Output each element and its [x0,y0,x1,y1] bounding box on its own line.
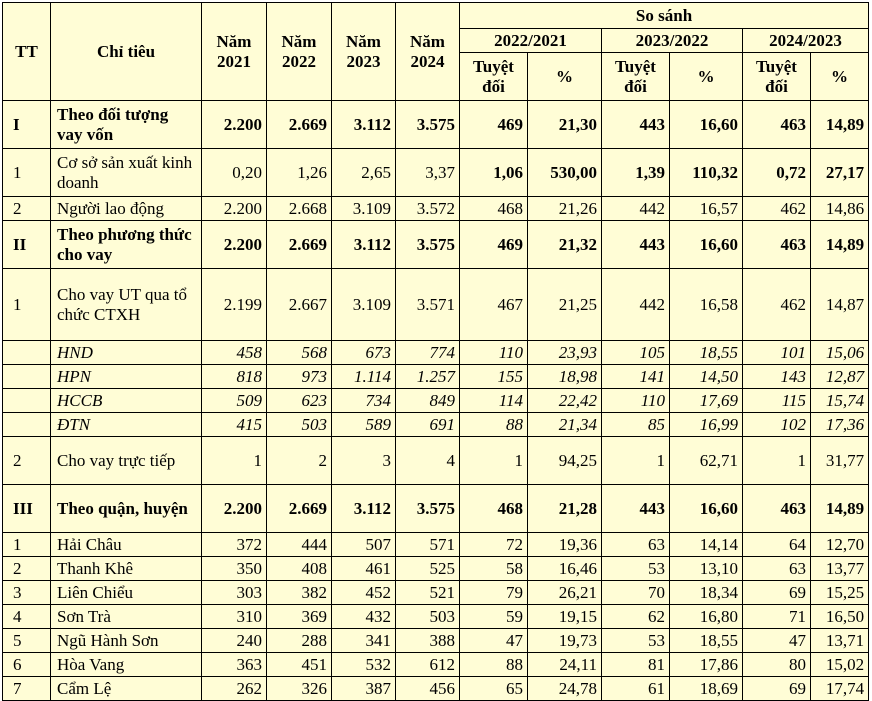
cell-val-2023: 3.109 [332,269,396,341]
table-row [3,629,869,653]
cell-val-2021: 240 [202,629,267,653]
cell-pct-2022-2021: 21,28 [528,485,602,533]
table-row [3,485,869,533]
cell-val-2021: 0,20 [202,149,267,197]
header-pct-1: % [528,53,602,101]
row-name: HCCB [51,389,202,413]
cell-val-2024: 571 [396,533,460,557]
cell-pct-2024-2023: 15,74 [811,389,869,413]
cell-abs-2022-2021: 468 [460,197,528,221]
cell-val-2021: 1 [202,437,267,485]
cell-val-2021: 350 [202,557,267,581]
cell-pct-2024-2023: 17,74 [811,677,869,701]
cell-val-2023: 532 [332,653,396,677]
cell-pct-2024-2023: 13,71 [811,629,869,653]
row-name: Hòa Vang [51,653,202,677]
cell-val-2022: 623 [267,389,332,413]
table-row [3,437,869,485]
cell-val-2023: 432 [332,605,396,629]
cell-val-2022: 2.669 [267,101,332,149]
row-tt: 4 [3,605,51,629]
cell-abs-2024-2023: 463 [743,485,811,533]
cell-pct-2023-2022: 14,50 [670,365,743,389]
row-tt: 2 [3,557,51,581]
cell-pct-2022-2021: 21,25 [528,269,602,341]
cell-abs-2024-2023: 69 [743,677,811,701]
row-tt: 1 [3,269,51,341]
row-name: Cơ sở sản xuất kinh doanh [51,149,202,197]
header-chi-tieu: Chỉ tiêu [51,3,202,101]
cell-pct-2023-2022: 16,57 [670,197,743,221]
cell-val-2022: 451 [267,653,332,677]
row-tt: 1 [3,533,51,557]
row-name: Cẩm Lệ [51,677,202,701]
cell-pct-2022-2021: 21,30 [528,101,602,149]
cell-val-2023: 387 [332,677,396,701]
cell-val-2024: 456 [396,677,460,701]
cell-abs-2023-2022: 53 [602,557,670,581]
cell-val-2021: 262 [202,677,267,701]
cell-pct-2023-2022: 16,60 [670,221,743,269]
cell-pct-2022-2021: 21,34 [528,413,602,437]
cell-abs-2023-2022: 63 [602,533,670,557]
cell-abs-2022-2021: 114 [460,389,528,413]
row-tt [3,413,51,437]
table-row [3,269,869,341]
cell-val-2021: 2.200 [202,197,267,221]
cell-val-2023: 3 [332,437,396,485]
cell-pct-2024-2023: 14,89 [811,485,869,533]
row-name: Liên Chiểu [51,581,202,605]
cell-val-2022: 568 [267,341,332,365]
cell-val-2024: 3.575 [396,221,460,269]
cell-abs-2023-2022: 442 [602,197,670,221]
cell-pct-2024-2023: 16,50 [811,605,869,629]
header-pct-3: % [811,53,869,101]
row-name: Cho vay UT qua tổ chức CTXH [51,269,202,341]
cell-pct-2022-2021: 21,32 [528,221,602,269]
cell-val-2024: 1.257 [396,365,460,389]
cell-pct-2023-2022: 17,86 [670,653,743,677]
cell-abs-2023-2022: 443 [602,485,670,533]
cell-val-2023: 3.112 [332,221,396,269]
cell-abs-2023-2022: 1 [602,437,670,485]
row-name: Theo quận, huyện [51,485,202,533]
cell-pct-2023-2022: 18,55 [670,341,743,365]
table-body [3,101,869,701]
header-year-2024: Năm 2024 [396,3,460,101]
cell-pct-2023-2022: 17,69 [670,389,743,413]
row-tt: 1 [3,149,51,197]
header-period-2024-2023: 2024/2023 [743,29,869,53]
table-row [3,389,869,413]
cell-pct-2023-2022: 18,55 [670,629,743,653]
cell-val-2024: 3.572 [396,197,460,221]
cell-abs-2022-2021: 468 [460,485,528,533]
cell-val-2023: 507 [332,533,396,557]
cell-val-2024: 3.571 [396,269,460,341]
header-year-2021: Năm 2021 [202,3,267,101]
cell-pct-2024-2023: 12,70 [811,533,869,557]
table-row [3,149,869,197]
row-tt [3,365,51,389]
cell-val-2022: 369 [267,605,332,629]
cell-pct-2024-2023: 15,02 [811,653,869,677]
row-tt: II [3,221,51,269]
cell-abs-2022-2021: 469 [460,101,528,149]
cell-pct-2024-2023: 14,89 [811,101,869,149]
row-name: Sơn Trà [51,605,202,629]
cell-pct-2022-2021: 21,26 [528,197,602,221]
cell-val-2021: 363 [202,653,267,677]
cell-abs-2022-2021: 65 [460,677,528,701]
row-tt: 5 [3,629,51,653]
cell-val-2024: 388 [396,629,460,653]
cell-abs-2022-2021: 1 [460,437,528,485]
cell-pct-2024-2023: 12,87 [811,365,869,389]
cell-val-2023: 2,65 [332,149,396,197]
row-name: ĐTN [51,413,202,437]
cell-pct-2024-2023: 15,06 [811,341,869,365]
header-so-sanh: So sánh [460,3,869,29]
row-tt: 2 [3,197,51,221]
cell-val-2021: 415 [202,413,267,437]
cell-pct-2024-2023: 14,87 [811,269,869,341]
cell-val-2021: 2.200 [202,221,267,269]
cell-abs-2023-2022: 443 [602,221,670,269]
table-row [3,101,869,149]
cell-pct-2022-2021: 94,25 [528,437,602,485]
cell-val-2023: 3.112 [332,485,396,533]
cell-abs-2022-2021: 47 [460,629,528,653]
cell-val-2021: 303 [202,581,267,605]
cell-abs-2024-2023: 462 [743,197,811,221]
header-pct-2: % [670,53,743,101]
header-period-2023-2022: 2023/2022 [602,29,743,53]
cell-abs-2023-2022: 105 [602,341,670,365]
table-row [3,341,869,365]
cell-val-2022: 973 [267,365,332,389]
header-abs-1: Tuyệt đối [460,53,528,101]
table-row [3,221,869,269]
row-name: Người lao động [51,197,202,221]
row-name: Thanh Khê [51,557,202,581]
cell-abs-2023-2022: 62 [602,605,670,629]
cell-val-2021: 310 [202,605,267,629]
cell-abs-2024-2023: 1 [743,437,811,485]
cell-abs-2022-2021: 1,06 [460,149,528,197]
cell-pct-2024-2023: 14,86 [811,197,869,221]
cell-val-2022: 503 [267,413,332,437]
cell-pct-2023-2022: 13,10 [670,557,743,581]
cell-abs-2024-2023: 102 [743,413,811,437]
row-name: Theo đối tượng vay vốn [51,101,202,149]
cell-val-2022: 382 [267,581,332,605]
cell-val-2021: 458 [202,341,267,365]
row-tt [3,389,51,413]
cell-pct-2022-2021: 26,21 [528,581,602,605]
table-row [3,197,869,221]
cell-abs-2022-2021: 79 [460,581,528,605]
header-abs-2: Tuyệt đối [602,53,670,101]
cell-val-2023: 673 [332,341,396,365]
table-row [3,533,869,557]
cell-val-2023: 461 [332,557,396,581]
cell-val-2023: 341 [332,629,396,653]
cell-abs-2024-2023: 64 [743,533,811,557]
cell-pct-2022-2021: 19,36 [528,533,602,557]
cell-pct-2023-2022: 16,58 [670,269,743,341]
cell-pct-2022-2021: 18,98 [528,365,602,389]
cell-pct-2022-2021: 19,73 [528,629,602,653]
cell-val-2021: 509 [202,389,267,413]
cell-abs-2023-2022: 1,39 [602,149,670,197]
cell-val-2024: 774 [396,341,460,365]
cell-val-2023: 734 [332,389,396,413]
cell-val-2022: 2.669 [267,221,332,269]
cell-abs-2024-2023: 462 [743,269,811,341]
cell-pct-2023-2022: 18,69 [670,677,743,701]
cell-abs-2024-2023: 47 [743,629,811,653]
cell-val-2021: 2.200 [202,101,267,149]
cell-abs-2022-2021: 59 [460,605,528,629]
row-tt: 2 [3,437,51,485]
cell-val-2022: 2.668 [267,197,332,221]
cell-val-2024: 691 [396,413,460,437]
cell-val-2022: 1,26 [267,149,332,197]
cell-val-2024: 3.575 [396,485,460,533]
cell-pct-2024-2023: 31,77 [811,437,869,485]
cell-abs-2024-2023: 463 [743,221,811,269]
cell-val-2024: 612 [396,653,460,677]
cell-abs-2024-2023: 463 [743,101,811,149]
cell-abs-2023-2022: 85 [602,413,670,437]
cell-abs-2024-2023: 115 [743,389,811,413]
cell-pct-2022-2021: 16,46 [528,557,602,581]
row-tt [3,341,51,365]
cell-abs-2024-2023: 101 [743,341,811,365]
row-name: Hải Châu [51,533,202,557]
cell-pct-2022-2021: 530,00 [528,149,602,197]
cell-val-2023: 3.109 [332,197,396,221]
cell-val-2023: 452 [332,581,396,605]
header-year-2023: Năm 2023 [332,3,396,101]
row-name: Cho vay trực tiếp [51,437,202,485]
header-year-2022: Năm 2022 [267,3,332,101]
cell-pct-2023-2022: 16,99 [670,413,743,437]
table-row [3,581,869,605]
cell-val-2024: 3,37 [396,149,460,197]
cell-abs-2024-2023: 63 [743,557,811,581]
cell-abs-2022-2021: 469 [460,221,528,269]
cell-abs-2022-2021: 467 [460,269,528,341]
cell-val-2021: 2.200 [202,485,267,533]
cell-val-2023: 3.112 [332,101,396,149]
cell-abs-2024-2023: 69 [743,581,811,605]
cell-val-2021: 2.199 [202,269,267,341]
cell-pct-2023-2022: 18,34 [670,581,743,605]
row-tt: 7 [3,677,51,701]
cell-val-2023: 589 [332,413,396,437]
cell-abs-2023-2022: 61 [602,677,670,701]
row-name: Theo phương thức cho vay [51,221,202,269]
cell-val-2022: 326 [267,677,332,701]
cell-val-2024: 521 [396,581,460,605]
cell-abs-2024-2023: 0,72 [743,149,811,197]
cell-pct-2022-2021: 24,78 [528,677,602,701]
cell-abs-2024-2023: 71 [743,605,811,629]
row-name: Ngũ Hành Sơn [51,629,202,653]
table-row [3,653,869,677]
cell-val-2024: 849 [396,389,460,413]
cell-pct-2022-2021: 24,11 [528,653,602,677]
cell-pct-2024-2023: 15,25 [811,581,869,605]
cell-abs-2022-2021: 72 [460,533,528,557]
cell-val-2022: 408 [267,557,332,581]
cell-pct-2023-2022: 16,60 [670,485,743,533]
table-row [3,365,869,389]
cell-abs-2024-2023: 143 [743,365,811,389]
table-row [3,557,869,581]
cell-pct-2024-2023: 27,17 [811,149,869,197]
cell-val-2022: 288 [267,629,332,653]
cell-abs-2022-2021: 88 [460,413,528,437]
table-row [3,413,869,437]
table-row [3,605,869,629]
cell-val-2023: 1.114 [332,365,396,389]
cell-abs-2024-2023: 80 [743,653,811,677]
cell-pct-2023-2022: 16,60 [670,101,743,149]
loan-statistics-table [2,2,869,701]
cell-pct-2023-2022: 110,32 [670,149,743,197]
cell-val-2022: 2.667 [267,269,332,341]
cell-val-2024: 503 [396,605,460,629]
cell-val-2022: 2 [267,437,332,485]
cell-abs-2023-2022: 442 [602,269,670,341]
row-tt: 3 [3,581,51,605]
cell-pct-2022-2021: 19,15 [528,605,602,629]
cell-pct-2023-2022: 62,71 [670,437,743,485]
cell-val-2021: 372 [202,533,267,557]
cell-abs-2022-2021: 155 [460,365,528,389]
cell-abs-2023-2022: 70 [602,581,670,605]
cell-pct-2022-2021: 22,42 [528,389,602,413]
cell-abs-2023-2022: 443 [602,101,670,149]
cell-abs-2023-2022: 53 [602,629,670,653]
row-tt: I [3,101,51,149]
cell-pct-2024-2023: 17,36 [811,413,869,437]
cell-pct-2022-2021: 23,93 [528,341,602,365]
cell-abs-2023-2022: 110 [602,389,670,413]
cell-pct-2024-2023: 14,89 [811,221,869,269]
row-tt: III [3,485,51,533]
cell-abs-2023-2022: 141 [602,365,670,389]
cell-val-2022: 2.669 [267,485,332,533]
header-tt: TT [3,3,51,101]
cell-pct-2024-2023: 13,77 [811,557,869,581]
cell-pct-2023-2022: 16,80 [670,605,743,629]
cell-val-2021: 818 [202,365,267,389]
header-abs-3: Tuyệt đối [743,53,811,101]
cell-abs-2022-2021: 88 [460,653,528,677]
cell-val-2024: 3.575 [396,101,460,149]
cell-abs-2022-2021: 58 [460,557,528,581]
cell-pct-2023-2022: 14,14 [670,533,743,557]
cell-val-2024: 525 [396,557,460,581]
header-period-2022-2021: 2022/2021 [460,29,602,53]
cell-abs-2022-2021: 110 [460,341,528,365]
row-tt: 6 [3,653,51,677]
cell-val-2022: 444 [267,533,332,557]
row-name: HPN [51,365,202,389]
row-name: HND [51,341,202,365]
cell-abs-2023-2022: 81 [602,653,670,677]
cell-val-2024: 4 [396,437,460,485]
